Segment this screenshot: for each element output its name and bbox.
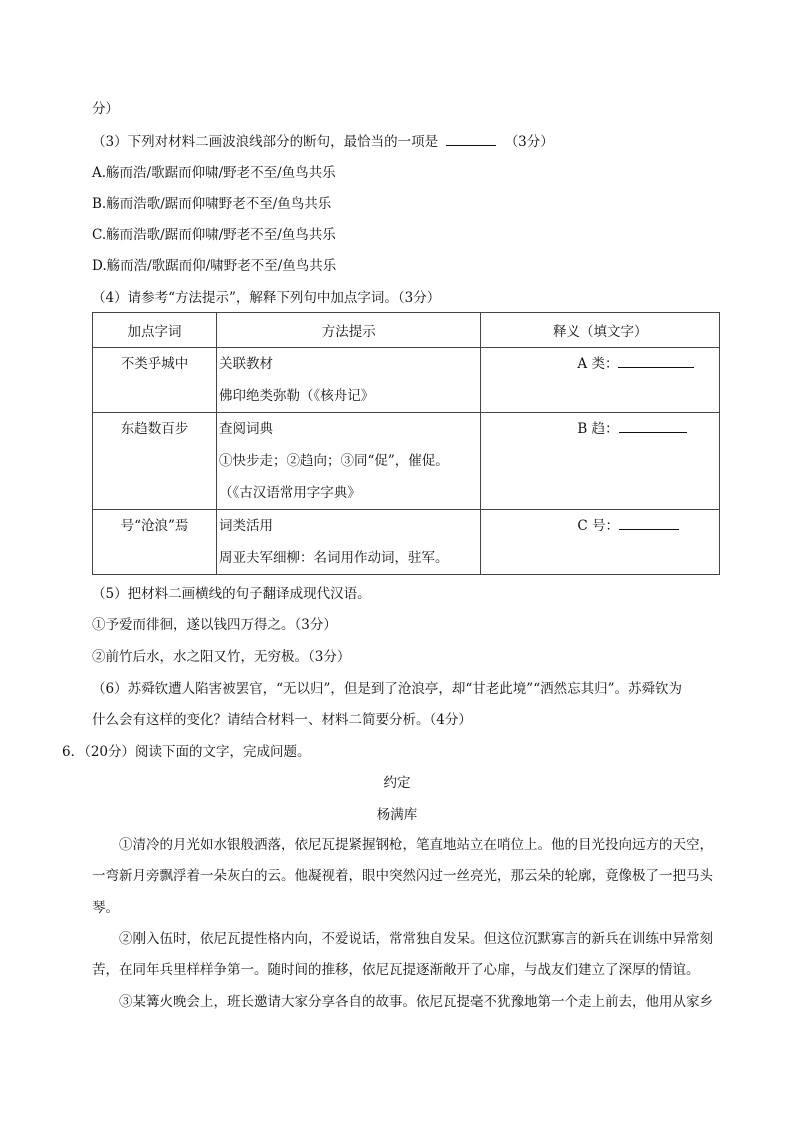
question-3-text: （3）下列对材料二画波浪线部分的断句，最恰当的一项是	[92, 134, 439, 150]
table-header-row	[93, 313, 720, 348]
paragraph-1-line-2: 一弯新月旁飘浮着一朵灰白的云。他凝视着，眼中突然闪过一丝亮光，那云朵的轮廓，竟像极了一把马头	[92, 868, 713, 884]
table-header: 释义（填文字）	[481, 313, 720, 348]
question-3	[92, 131, 554, 152]
word-explanation-table	[92, 312, 720, 575]
table-cell-answer	[481, 348, 720, 413]
question-5: （5）把材料二画横线的句子翻译成现代汉语。	[92, 586, 371, 602]
answer-label: B 趋：	[577, 421, 619, 437]
paragraph-1-line-3: 琴。	[92, 900, 119, 916]
hint-line: 关联教材	[219, 356, 273, 372]
table-row	[93, 510, 720, 575]
question-5-item-2: ②前竹后水，水之阳又竹，无穷极。（3分）	[92, 649, 351, 665]
question-6-line-2: 什么会有这样的变化？请结合材料一、材料二简要分析。（4分）	[92, 712, 472, 728]
option-a: A.觞而浩/歌踞而仰啸/野老不至/鱼鸟共乐	[92, 165, 336, 181]
hint-line: 词类活用	[219, 518, 273, 534]
table-row	[93, 348, 720, 413]
paragraph-2-line-2: 苦，在同年兵里样样争第一。随时间的推移，依尼瓦提逐渐敞开了心扉，与战友们建立了深厚的情谊。	[92, 962, 700, 978]
hint-line: 佛印绝类弥勒（《核舟记》	[219, 388, 375, 404]
hint-line: 周亚夫军细柳：名词用作动词，驻军。	[219, 550, 449, 566]
table-cell-word	[93, 348, 217, 413]
word-text: 不类乎城中	[120, 356, 189, 372]
answer-blank-b[interactable]	[619, 418, 687, 433]
question-5-item-1: ①予爱而徘徊，遂以钱四万得之。（3分）	[92, 617, 337, 633]
hint-line: （《古汉语常用字字典》	[219, 485, 361, 501]
word-text: 东趋数百步	[120, 421, 189, 437]
answer-blank-q3[interactable]	[446, 131, 496, 146]
answer-line	[481, 510, 719, 542]
table-cell-word	[93, 510, 217, 575]
answer-line	[481, 348, 719, 380]
option-c: C.觞而浩歌/踞而仰啸/野老不至/鱼鸟共乐	[92, 227, 336, 243]
table-header: 方法提示	[217, 313, 481, 348]
table-cell-hint	[217, 348, 481, 413]
answer-label: A 类：	[577, 356, 619, 372]
table-cell-word	[93, 413, 217, 510]
paragraph-3-line-1: ③某篝火晚会上，班长邀请大家分享各自的故事。依尼瓦提毫不犹豫地第一个走上前去，他用从家乡	[119, 994, 713, 1010]
paragraph-1-line-1: ①清冷的月光如水银般洒落，依尼瓦提紧握钢枪，笔直地站立在哨位上。他的目光投向远方的天空，	[119, 837, 713, 853]
table-cell-hint	[217, 510, 481, 575]
hint-line: 查阅词典	[219, 421, 273, 437]
table-row	[93, 413, 720, 510]
article-title: 约定	[383, 775, 411, 791]
word-text: 号“沧浪”焉	[120, 518, 189, 534]
table-header: 加点字词	[93, 313, 217, 348]
question-3-score: （3分）	[504, 134, 554, 150]
paragraph-2-line-1: ②刚入伍时，依尼瓦提性格内向，不爱说话，常常独自发呆。但这位沉默寡言的新兵在训练中异常刻	[119, 931, 713, 947]
answer-line	[481, 413, 719, 445]
continued-text: 分）	[92, 101, 119, 117]
article-author: 杨满库	[376, 807, 418, 823]
answer-label: C 号：	[577, 518, 620, 534]
table-cell-answer	[481, 413, 720, 510]
answer-blank-c[interactable]	[619, 515, 679, 530]
option-b: B.觞而浩歌/踞而仰啸野老不至/鱼鸟共乐	[92, 196, 332, 212]
option-d: D.觞而浩/歌踞而仰/啸野老不至/鱼鸟共乐	[92, 258, 337, 274]
answer-blank-a[interactable]	[618, 353, 694, 368]
question-4: （4）请参考“方法提示”，解释下列句中加点字词。（3分）	[92, 290, 441, 306]
section-6-heading: 6．（20分）阅读下面的文字，完成问题。	[62, 744, 311, 760]
hint-line: ①快步走；②趋向；③同“促”，催促。	[219, 453, 449, 469]
table-cell-hint	[217, 413, 481, 510]
question-6-line-1: （6）苏舜钦遭人陷害被罢官，“无以归”，但是到了沧浪亭，却“甘老此境”“洒然忘其归”。苏舜钦为	[92, 681, 682, 697]
table-cell-answer	[481, 510, 720, 575]
